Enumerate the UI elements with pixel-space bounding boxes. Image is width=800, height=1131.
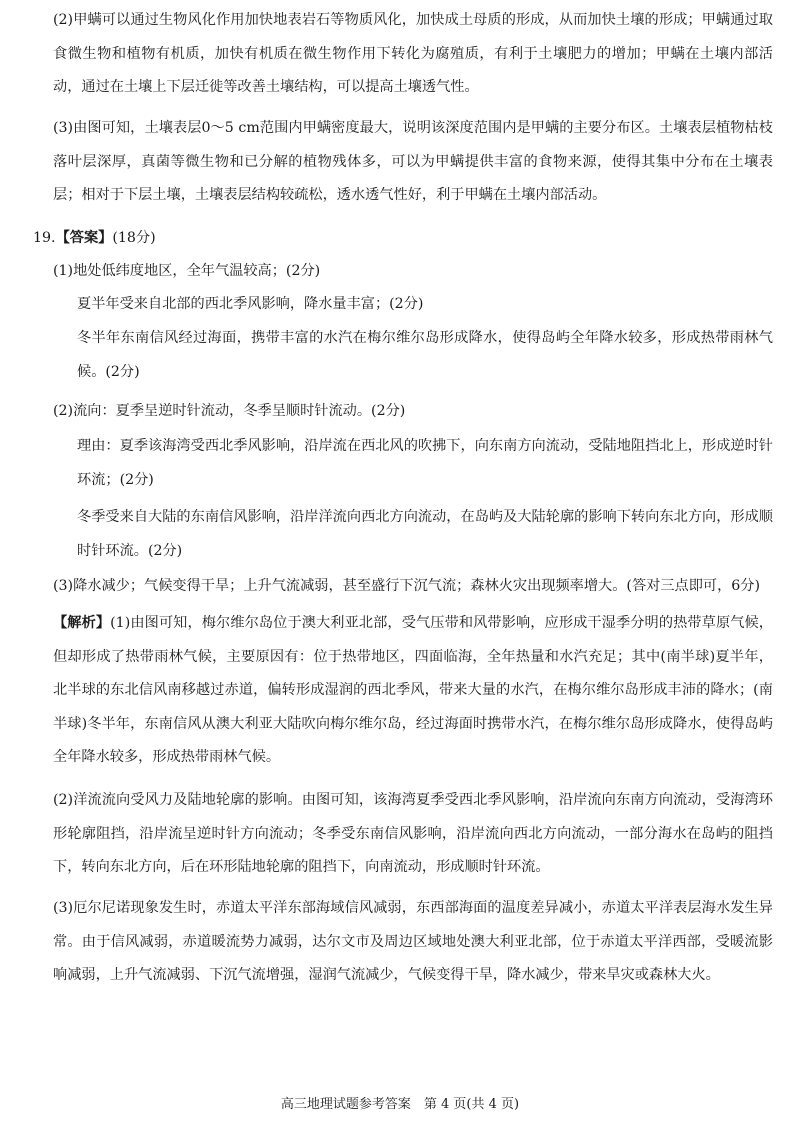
q19-analysis-2: (2)洋流流向受风力及陆地轮廓的影响。由图可知，该海湾夏季受西北季风影响，沿岸流向东南方向流动，受海湾环形轮廓阻挡，沿岸流呈逆时针方向流动；冬季受东南信风影响，沿岸流向西北方向流动，一部分海水在岛屿的阻挡下，转向东北方向，后在环形陆地轮廓的阻挡下，向南流动，形成顺时针环流。: [53, 792, 773, 875]
analysis-1-text: (1)由图可知，梅尔维尔岛位于澳大利亚北部，受气压带和风带影响，应形成干湿季分明的热带草原气候，但却形成了热带雨林气候，主要原因有：位于热带地区，四面临海，全年热量和水汽充足；其中(南半球)夏半年，北半球的东北信风南移越过赤道，偏转形成湿润的西北季风，带来大量的水汽，在梅尔维尔岛形成丰沛的降水；(南半球)冬半年，东南信风从澳大利亚大陆吹向梅尔维尔岛，经过海面时携带水汽，在梅尔维尔岛形成降水，使得岛屿全年降水较多，形成热带雨林气候。: [53, 615, 773, 765]
q19-answer-1-1: (1)地处低纬度地区，全年气温较高；(2分): [53, 263, 321, 279]
q19-analysis-3: (3)厄尔尼诺现象发生时，赤道太平洋东部海域信风减弱，东西部海面的温度差异减小，赤道太平洋表层海水发生异常。由于信风减弱，赤道暖流势力减弱，达尔文市及周边区域地处澳大利亚北部，位于赤道太平洋西部，受暖流影响减弱，上升气流减弱、下沉气流增强，湿润气流减少，气候变得干旱，降水减少，带来旱灾或森林大火。: [53, 900, 773, 983]
q19-answer-2-1: (2)流向：夏季呈逆时针流动，冬季呈顺时针流动。(2分): [53, 403, 406, 419]
q19-answer-1-3: 冬半年东南信风经过海面，携带丰富的水汽在梅尔维尔岛形成降水，使得岛屿全年降水较多，形成热带雨林气候。(2分): [77, 330, 773, 380]
q18-part2-analysis: (2)甲螨可以通过生物风化作用加快地表岩石等物质风化，加快成土母质的形成，从而加快土壤的形成；甲螨通过取食微生物和植物有机质，加快有机质在微生物作用下转化为腐殖质，有利于土壤肥力的增加；甲螨在土壤内部活动，通过在土壤上下层迁徙等改善土壤结构，可以提高土壤透气性。: [53, 12, 773, 95]
page-footer: 高三地理试题参考答案 第 4 页(共 4 页): [280, 1097, 520, 1112]
answer-score: (18分): [112, 230, 156, 246]
q19-answer-2-2: 理由：夏季该海湾受西北季风影响，沿岸流在西北风的吹拂下，向东南方向流动，受陆地阻挡北上，形成逆时针环流；(2分): [77, 438, 773, 488]
q19-answer-3: (3)降水减少；气候变得干旱；上升气流减弱，甚至盛行下沉气流；森林火灾出现频率增大。(答对三点即可，6分): [53, 578, 761, 594]
answer-tag: 【答案】: [55, 230, 113, 246]
analysis-tag: 【解析】: [53, 615, 111, 631]
q19-header: [33, 222, 156, 256]
q19-answer-1-2: 夏半年受来自北部的西北季风影响，降水量丰富；(2分): [77, 296, 424, 312]
q19-number: 19.: [33, 230, 56, 246]
q19-answer-2-3: 冬季受来自大陆的东南信风影响，沿岸洋流向西北方向流动，在岛屿及大陆轮廓的影响下转向东北方向，形成顺时针环流。(2分): [77, 509, 773, 559]
q18-part3-analysis: (3)由图可知，土壤表层0～5 cm范围内甲螨密度最大，说明该深度范围内是甲螨的主要分布区。土壤表层植物枯枝落叶层深厚，真菌等微生物和已分解的植物残体多，可以为甲螨提供丰富的食物来源，使得其集中分布在土壤表层；相对于下层土壤，土壤表层结构较疏松，透水透气性好，利于甲螨在土壤内部活动。: [53, 120, 773, 203]
q19-analysis-1: [53, 607, 773, 775]
